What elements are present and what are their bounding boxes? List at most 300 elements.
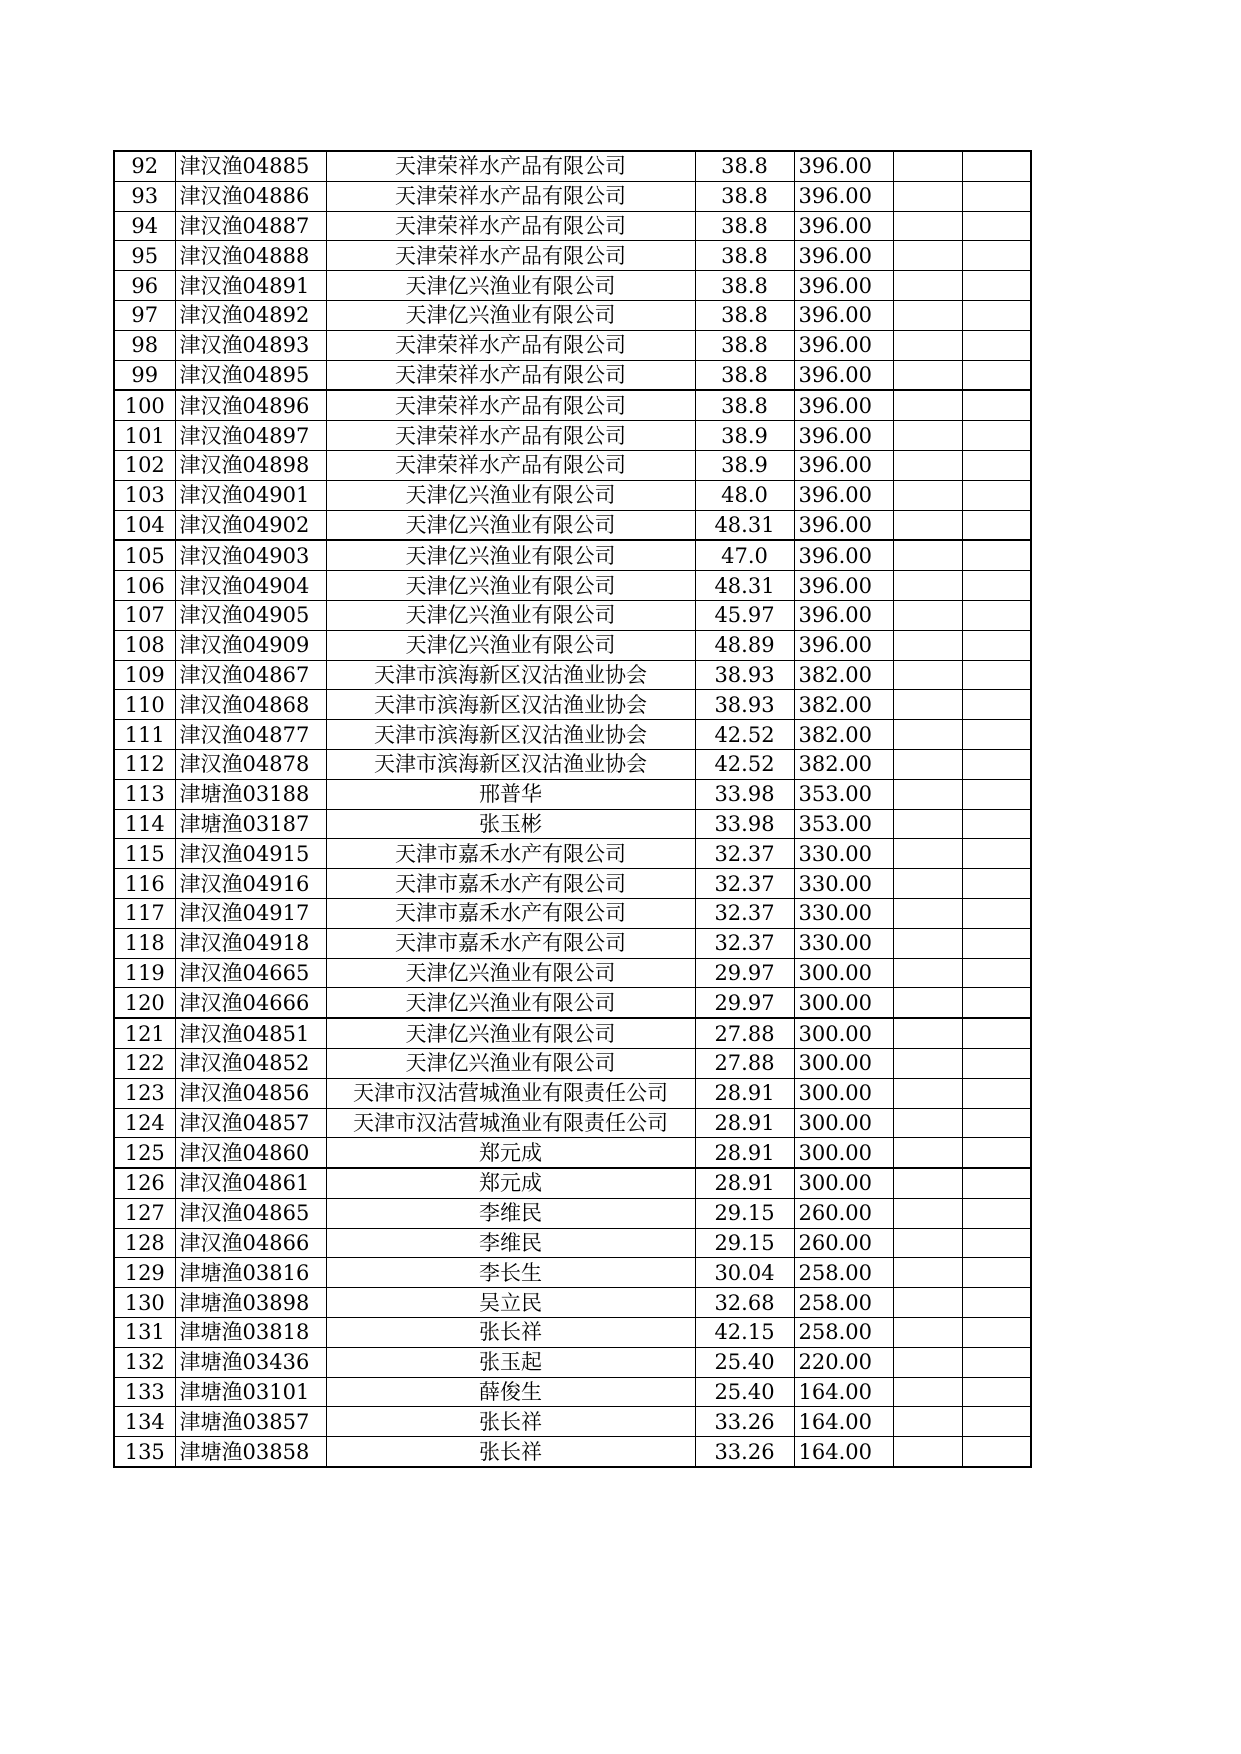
empty-cell bbox=[962, 571, 1031, 601]
owner-cell: 天津亿兴渔业有限公司 bbox=[326, 600, 695, 630]
row-number-cell: 134 bbox=[114, 1407, 175, 1437]
ship-number-cell: 津汉渔04665 bbox=[175, 958, 326, 988]
empty-cell bbox=[893, 1018, 962, 1048]
length-cell: 32.37 bbox=[695, 839, 794, 869]
ship-number-cell: 津汉渔04918 bbox=[175, 928, 326, 958]
empty-cell bbox=[962, 1048, 1031, 1078]
owner-cell: 天津亿兴渔业有限公司 bbox=[326, 480, 695, 510]
length-cell: 32.37 bbox=[695, 928, 794, 958]
empty-cell bbox=[962, 271, 1031, 301]
empty-cell bbox=[962, 600, 1031, 630]
length-cell: 25.40 bbox=[695, 1377, 794, 1407]
ship-number-cell: 津汉渔04887 bbox=[175, 211, 326, 241]
empty-cell bbox=[962, 1168, 1031, 1198]
row-number-cell: 112 bbox=[114, 749, 175, 779]
length-cell: 48.0 bbox=[695, 480, 794, 510]
row-number-cell: 97 bbox=[114, 300, 175, 330]
table-row bbox=[114, 1048, 1031, 1078]
empty-cell bbox=[893, 690, 962, 720]
ship-number-cell: 津汉渔04917 bbox=[175, 898, 326, 928]
row-number-cell: 104 bbox=[114, 510, 175, 540]
table-row bbox=[114, 1018, 1031, 1048]
empty-cell bbox=[962, 1018, 1031, 1048]
owner-cell: 邢普华 bbox=[326, 779, 695, 809]
ship-number-cell: 津塘渔03818 bbox=[175, 1318, 326, 1348]
table-row bbox=[114, 1078, 1031, 1108]
ship-number-cell: 津塘渔03857 bbox=[175, 1407, 326, 1437]
table-row bbox=[114, 660, 1031, 690]
owner-cell: 天津市滨海新区汉沽渔业协会 bbox=[326, 749, 695, 779]
empty-cell bbox=[893, 1377, 962, 1407]
length-cell: 48.89 bbox=[695, 630, 794, 660]
row-number-cell: 122 bbox=[114, 1048, 175, 1078]
ship-number-cell: 津汉渔04901 bbox=[175, 480, 326, 510]
ship-number-cell: 津塘渔03188 bbox=[175, 779, 326, 809]
empty-cell bbox=[893, 749, 962, 779]
empty-cell bbox=[962, 898, 1031, 928]
empty-cell bbox=[893, 1258, 962, 1288]
empty-cell bbox=[893, 779, 962, 809]
amount-cell: 300.00 bbox=[794, 1048, 893, 1078]
table-row bbox=[114, 898, 1031, 928]
ship-number-cell: 津汉渔04896 bbox=[175, 390, 326, 420]
ship-number-cell: 津汉渔04888 bbox=[175, 241, 326, 271]
ship-number-cell: 津汉渔04860 bbox=[175, 1138, 326, 1168]
empty-cell bbox=[893, 958, 962, 988]
ship-number-cell: 津塘渔03101 bbox=[175, 1377, 326, 1407]
table-row bbox=[114, 360, 1031, 390]
owner-cell: 薛俊生 bbox=[326, 1377, 695, 1407]
empty-cell bbox=[962, 1288, 1031, 1318]
length-cell: 32.68 bbox=[695, 1288, 794, 1318]
amount-cell: 396.00 bbox=[794, 300, 893, 330]
amount-cell: 382.00 bbox=[794, 749, 893, 779]
owner-cell: 天津亿兴渔业有限公司 bbox=[326, 540, 695, 570]
owner-cell: 天津荣祥水产品有限公司 bbox=[326, 390, 695, 420]
length-cell: 48.31 bbox=[695, 571, 794, 601]
empty-cell bbox=[893, 1347, 962, 1377]
table-row bbox=[114, 809, 1031, 839]
table-row bbox=[114, 958, 1031, 988]
owner-cell: 天津市滨海新区汉沽渔业协会 bbox=[326, 690, 695, 720]
length-cell: 33.26 bbox=[695, 1407, 794, 1437]
amount-cell: 396.00 bbox=[794, 510, 893, 540]
owner-cell: 张玉彬 bbox=[326, 809, 695, 839]
amount-cell: 330.00 bbox=[794, 928, 893, 958]
table-row bbox=[114, 480, 1031, 510]
table-row bbox=[114, 330, 1031, 360]
length-cell: 42.52 bbox=[695, 720, 794, 750]
table-row bbox=[114, 988, 1031, 1018]
table-row bbox=[114, 1318, 1031, 1348]
table-row bbox=[114, 241, 1031, 271]
amount-cell: 330.00 bbox=[794, 869, 893, 899]
ship-number-cell: 津汉渔04851 bbox=[175, 1018, 326, 1048]
empty-cell bbox=[962, 1407, 1031, 1437]
empty-cell bbox=[893, 1108, 962, 1138]
row-number-cell: 119 bbox=[114, 958, 175, 988]
owner-cell: 天津荣祥水产品有限公司 bbox=[326, 151, 695, 181]
ship-number-cell: 津汉渔04877 bbox=[175, 720, 326, 750]
ship-number-cell: 津汉渔04886 bbox=[175, 181, 326, 211]
row-number-cell: 111 bbox=[114, 720, 175, 750]
length-cell: 38.93 bbox=[695, 690, 794, 720]
length-cell: 33.26 bbox=[695, 1437, 794, 1467]
table-row bbox=[114, 300, 1031, 330]
length-cell: 38.8 bbox=[695, 241, 794, 271]
empty-cell bbox=[893, 1138, 962, 1168]
empty-cell bbox=[962, 1228, 1031, 1258]
amount-cell: 300.00 bbox=[794, 1078, 893, 1108]
empty-cell bbox=[893, 600, 962, 630]
empty-cell bbox=[962, 988, 1031, 1018]
length-cell: 38.8 bbox=[695, 181, 794, 211]
length-cell: 42.52 bbox=[695, 749, 794, 779]
table-row bbox=[114, 1377, 1031, 1407]
length-cell: 32.37 bbox=[695, 898, 794, 928]
length-cell: 28.91 bbox=[695, 1108, 794, 1138]
length-cell: 25.40 bbox=[695, 1347, 794, 1377]
amount-cell: 330.00 bbox=[794, 898, 893, 928]
owner-cell: 天津亿兴渔业有限公司 bbox=[326, 271, 695, 301]
empty-cell bbox=[962, 958, 1031, 988]
amount-cell: 258.00 bbox=[794, 1258, 893, 1288]
owner-cell: 张长祥 bbox=[326, 1407, 695, 1437]
empty-cell bbox=[962, 839, 1031, 869]
empty-cell bbox=[962, 1258, 1031, 1288]
length-cell: 38.8 bbox=[695, 271, 794, 301]
row-number-cell: 132 bbox=[114, 1347, 175, 1377]
length-cell: 38.9 bbox=[695, 421, 794, 451]
row-number-cell: 103 bbox=[114, 480, 175, 510]
owner-cell: 天津市嘉禾水产有限公司 bbox=[326, 869, 695, 899]
row-number-cell: 117 bbox=[114, 898, 175, 928]
amount-cell: 396.00 bbox=[794, 181, 893, 211]
table-row bbox=[114, 1138, 1031, 1168]
ship-number-cell: 津汉渔04915 bbox=[175, 839, 326, 869]
amount-cell: 396.00 bbox=[794, 630, 893, 660]
length-cell: 29.97 bbox=[695, 958, 794, 988]
table-row bbox=[114, 1288, 1031, 1318]
owner-cell: 天津市嘉禾水产有限公司 bbox=[326, 928, 695, 958]
owner-cell: 天津亿兴渔业有限公司 bbox=[326, 1048, 695, 1078]
row-number-cell: 120 bbox=[114, 988, 175, 1018]
owner-cell: 天津荣祥水产品有限公司 bbox=[326, 450, 695, 480]
empty-cell bbox=[893, 1078, 962, 1108]
amount-cell: 164.00 bbox=[794, 1407, 893, 1437]
row-number-cell: 106 bbox=[114, 571, 175, 601]
table-row bbox=[114, 839, 1031, 869]
ship-number-cell: 津塘渔03187 bbox=[175, 809, 326, 839]
ship-number-cell: 津汉渔04903 bbox=[175, 540, 326, 570]
empty-cell bbox=[893, 360, 962, 390]
amount-cell: 300.00 bbox=[794, 988, 893, 1018]
ship-number-cell: 津汉渔04916 bbox=[175, 869, 326, 899]
empty-cell bbox=[893, 300, 962, 330]
empty-cell bbox=[893, 151, 962, 181]
table-row bbox=[114, 421, 1031, 451]
row-number-cell: 126 bbox=[114, 1168, 175, 1198]
amount-cell: 220.00 bbox=[794, 1347, 893, 1377]
ship-number-cell: 津汉渔04909 bbox=[175, 630, 326, 660]
length-cell: 28.91 bbox=[695, 1078, 794, 1108]
empty-cell bbox=[962, 720, 1031, 750]
ship-number-cell: 津汉渔04898 bbox=[175, 450, 326, 480]
row-number-cell: 110 bbox=[114, 690, 175, 720]
ship-number-cell: 津汉渔04866 bbox=[175, 1228, 326, 1258]
owner-cell: 张玉起 bbox=[326, 1347, 695, 1377]
length-cell: 38.9 bbox=[695, 450, 794, 480]
row-number-cell: 128 bbox=[114, 1228, 175, 1258]
empty-cell bbox=[893, 450, 962, 480]
empty-cell bbox=[893, 330, 962, 360]
row-number-cell: 121 bbox=[114, 1018, 175, 1048]
amount-cell: 382.00 bbox=[794, 690, 893, 720]
length-cell: 38.8 bbox=[695, 151, 794, 181]
table-row bbox=[114, 1168, 1031, 1198]
amount-cell: 396.00 bbox=[794, 241, 893, 271]
empty-cell bbox=[962, 1347, 1031, 1377]
row-number-cell: 127 bbox=[114, 1198, 175, 1228]
empty-cell bbox=[893, 241, 962, 271]
empty-cell bbox=[893, 869, 962, 899]
table-row bbox=[114, 1198, 1031, 1228]
amount-cell: 396.00 bbox=[794, 480, 893, 510]
empty-cell bbox=[962, 749, 1031, 779]
amount-cell: 300.00 bbox=[794, 1138, 893, 1168]
owner-cell: 天津市滨海新区汉沽渔业协会 bbox=[326, 720, 695, 750]
table-row bbox=[114, 450, 1031, 480]
owner-cell: 天津亿兴渔业有限公司 bbox=[326, 1018, 695, 1048]
ship-number-cell: 津汉渔04902 bbox=[175, 510, 326, 540]
ship-number-cell: 津塘渔03858 bbox=[175, 1437, 326, 1467]
empty-cell bbox=[893, 1318, 962, 1348]
row-number-cell: 118 bbox=[114, 928, 175, 958]
owner-cell: 郑元成 bbox=[326, 1138, 695, 1168]
amount-cell: 382.00 bbox=[794, 720, 893, 750]
row-number-cell: 113 bbox=[114, 779, 175, 809]
empty-cell bbox=[893, 988, 962, 1018]
ship-number-cell: 津塘渔03436 bbox=[175, 1347, 326, 1377]
empty-cell bbox=[962, 1108, 1031, 1138]
amount-cell: 300.00 bbox=[794, 1168, 893, 1198]
row-number-cell: 95 bbox=[114, 241, 175, 271]
empty-cell bbox=[962, 690, 1031, 720]
row-number-cell: 93 bbox=[114, 181, 175, 211]
ship-number-cell: 津汉渔04878 bbox=[175, 749, 326, 779]
table-row bbox=[114, 690, 1031, 720]
row-number-cell: 96 bbox=[114, 271, 175, 301]
owner-cell: 天津荣祥水产品有限公司 bbox=[326, 330, 695, 360]
amount-cell: 396.00 bbox=[794, 151, 893, 181]
length-cell: 38.8 bbox=[695, 211, 794, 241]
row-number-cell: 98 bbox=[114, 330, 175, 360]
table-row bbox=[114, 151, 1031, 181]
row-number-cell: 108 bbox=[114, 630, 175, 660]
length-cell: 29.97 bbox=[695, 988, 794, 1018]
owner-cell: 天津市滨海新区汉沽渔业协会 bbox=[326, 660, 695, 690]
ship-number-cell: 津汉渔04666 bbox=[175, 988, 326, 1018]
amount-cell: 396.00 bbox=[794, 390, 893, 420]
amount-cell: 300.00 bbox=[794, 958, 893, 988]
empty-cell bbox=[893, 571, 962, 601]
table-row bbox=[114, 1258, 1031, 1288]
ship-number-cell: 津塘渔03898 bbox=[175, 1288, 326, 1318]
empty-cell bbox=[962, 390, 1031, 420]
empty-cell bbox=[893, 480, 962, 510]
empty-cell bbox=[962, 211, 1031, 241]
table-row bbox=[114, 779, 1031, 809]
empty-cell bbox=[962, 300, 1031, 330]
length-cell: 30.04 bbox=[695, 1258, 794, 1288]
owner-cell: 李维民 bbox=[326, 1198, 695, 1228]
empty-cell bbox=[962, 1138, 1031, 1168]
ship-number-cell: 津汉渔04868 bbox=[175, 690, 326, 720]
data-table bbox=[113, 150, 1032, 1468]
empty-cell bbox=[962, 1377, 1031, 1407]
length-cell: 33.98 bbox=[695, 779, 794, 809]
table-row bbox=[114, 600, 1031, 630]
empty-cell bbox=[893, 630, 962, 660]
amount-cell: 382.00 bbox=[794, 660, 893, 690]
owner-cell: 天津亿兴渔业有限公司 bbox=[326, 300, 695, 330]
table-row bbox=[114, 749, 1031, 779]
empty-cell bbox=[893, 809, 962, 839]
empty-cell bbox=[893, 390, 962, 420]
length-cell: 28.91 bbox=[695, 1168, 794, 1198]
owner-cell: 郑元成 bbox=[326, 1168, 695, 1198]
row-number-cell: 94 bbox=[114, 211, 175, 241]
empty-cell bbox=[893, 1168, 962, 1198]
length-cell: 38.93 bbox=[695, 660, 794, 690]
length-cell: 32.37 bbox=[695, 869, 794, 899]
length-cell: 38.8 bbox=[695, 360, 794, 390]
amount-cell: 396.00 bbox=[794, 540, 893, 570]
owner-cell: 张长祥 bbox=[326, 1318, 695, 1348]
table-row bbox=[114, 928, 1031, 958]
amount-cell: 396.00 bbox=[794, 271, 893, 301]
empty-cell bbox=[893, 1407, 962, 1437]
empty-cell bbox=[893, 1198, 962, 1228]
ship-number-cell: 津汉渔04904 bbox=[175, 571, 326, 601]
amount-cell: 396.00 bbox=[794, 421, 893, 451]
ship-number-cell: 津汉渔04895 bbox=[175, 360, 326, 390]
empty-cell bbox=[962, 241, 1031, 271]
amount-cell: 396.00 bbox=[794, 600, 893, 630]
length-cell: 45.97 bbox=[695, 600, 794, 630]
table-row bbox=[114, 1108, 1031, 1138]
empty-cell bbox=[893, 1048, 962, 1078]
amount-cell: 396.00 bbox=[794, 211, 893, 241]
ship-number-cell: 津汉渔04885 bbox=[175, 151, 326, 181]
row-number-cell: 123 bbox=[114, 1078, 175, 1108]
ship-number-cell: 津汉渔04857 bbox=[175, 1108, 326, 1138]
owner-cell: 李维民 bbox=[326, 1228, 695, 1258]
row-number-cell: 133 bbox=[114, 1377, 175, 1407]
empty-cell bbox=[893, 181, 962, 211]
ship-number-cell: 津汉渔04893 bbox=[175, 330, 326, 360]
owner-cell: 天津亿兴渔业有限公司 bbox=[326, 958, 695, 988]
table-row bbox=[114, 390, 1031, 420]
owner-cell: 张长祥 bbox=[326, 1437, 695, 1467]
row-number-cell: 102 bbox=[114, 450, 175, 480]
owner-cell: 天津荣祥水产品有限公司 bbox=[326, 360, 695, 390]
row-number-cell: 109 bbox=[114, 660, 175, 690]
empty-cell bbox=[893, 421, 962, 451]
amount-cell: 353.00 bbox=[794, 809, 893, 839]
row-number-cell: 114 bbox=[114, 809, 175, 839]
ship-number-cell: 津汉渔04852 bbox=[175, 1048, 326, 1078]
amount-cell: 396.00 bbox=[794, 450, 893, 480]
owner-cell: 天津亿兴渔业有限公司 bbox=[326, 510, 695, 540]
empty-cell bbox=[962, 779, 1031, 809]
length-cell: 29.15 bbox=[695, 1228, 794, 1258]
empty-cell bbox=[962, 1078, 1031, 1108]
empty-cell bbox=[893, 928, 962, 958]
row-number-cell: 116 bbox=[114, 869, 175, 899]
amount-cell: 260.00 bbox=[794, 1228, 893, 1258]
owner-cell: 李长生 bbox=[326, 1258, 695, 1288]
empty-cell bbox=[893, 720, 962, 750]
amount-cell: 396.00 bbox=[794, 360, 893, 390]
owner-cell: 天津荣祥水产品有限公司 bbox=[326, 241, 695, 271]
amount-cell: 260.00 bbox=[794, 1198, 893, 1228]
ship-number-cell: 津汉渔04867 bbox=[175, 660, 326, 690]
owner-cell: 天津亿兴渔业有限公司 bbox=[326, 571, 695, 601]
owner-cell: 天津亿兴渔业有限公司 bbox=[326, 988, 695, 1018]
table-row bbox=[114, 181, 1031, 211]
amount-cell: 396.00 bbox=[794, 571, 893, 601]
length-cell: 27.88 bbox=[695, 1018, 794, 1048]
amount-cell: 300.00 bbox=[794, 1108, 893, 1138]
row-number-cell: 129 bbox=[114, 1258, 175, 1288]
empty-cell bbox=[893, 540, 962, 570]
empty-cell bbox=[962, 928, 1031, 958]
empty-cell bbox=[893, 660, 962, 690]
empty-cell bbox=[962, 360, 1031, 390]
empty-cell bbox=[893, 510, 962, 540]
table-row bbox=[114, 1347, 1031, 1377]
ship-number-cell: 津汉渔04905 bbox=[175, 600, 326, 630]
amount-cell: 330.00 bbox=[794, 839, 893, 869]
ship-number-cell: 津汉渔04891 bbox=[175, 271, 326, 301]
empty-cell bbox=[962, 630, 1031, 660]
empty-cell bbox=[962, 809, 1031, 839]
ship-number-cell: 津塘渔03816 bbox=[175, 1258, 326, 1288]
length-cell: 48.31 bbox=[695, 510, 794, 540]
empty-cell bbox=[962, 421, 1031, 451]
row-number-cell: 115 bbox=[114, 839, 175, 869]
row-number-cell: 100 bbox=[114, 390, 175, 420]
owner-cell: 天津市嘉禾水产有限公司 bbox=[326, 898, 695, 928]
owner-cell: 天津市汉沽营城渔业有限责任公司 bbox=[326, 1078, 695, 1108]
ship-number-cell: 津汉渔04856 bbox=[175, 1078, 326, 1108]
amount-cell: 258.00 bbox=[794, 1318, 893, 1348]
empty-cell bbox=[962, 510, 1031, 540]
length-cell: 28.91 bbox=[695, 1138, 794, 1168]
table-row bbox=[114, 630, 1031, 660]
length-cell: 38.8 bbox=[695, 330, 794, 360]
row-number-cell: 125 bbox=[114, 1138, 175, 1168]
row-number-cell: 107 bbox=[114, 600, 175, 630]
owner-cell: 天津亿兴渔业有限公司 bbox=[326, 630, 695, 660]
amount-cell: 300.00 bbox=[794, 1018, 893, 1048]
empty-cell bbox=[893, 1288, 962, 1318]
row-number-cell: 131 bbox=[114, 1318, 175, 1348]
amount-cell: 164.00 bbox=[794, 1437, 893, 1467]
length-cell: 27.88 bbox=[695, 1048, 794, 1078]
row-number-cell: 101 bbox=[114, 421, 175, 451]
